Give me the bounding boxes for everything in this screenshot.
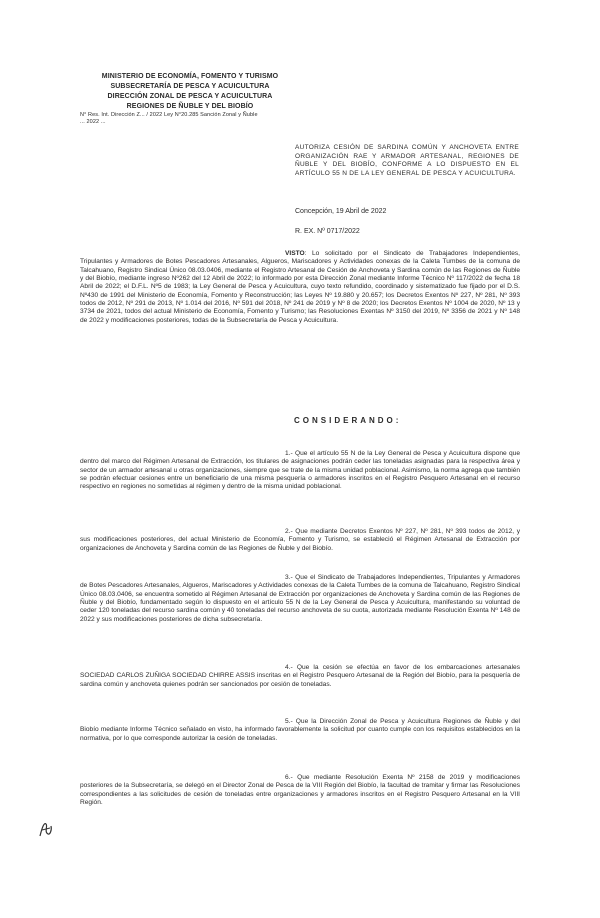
reference-line-2: ... 2022 ... (80, 119, 106, 125)
resolution-number: R. EX. Nº 0717/2022 (295, 228, 360, 235)
initials-stroke (40, 824, 51, 836)
considerando-1: 1.- Que el artículo 55 N de la Ley General de Pesca y Acuicultura dispone que dentro del marco del Régimen Artesanal de Extracción, los titulares de asignaciones podrán ceder las toneladas asignadas para la respectiva área y sector de un armador artesanal u otras organizaciones, siempre que se trate de la misma unidad poblacional. Asimismo, la norma agrega que también se podrán efectuar cesiones entre un beneficiario de una misma pesquería o armadores inscritos en el Registro Pesquero Artesanal en el recurso respectivo en regiones no sometidas al régimen y dentro de la misma unidad poblacional. (80, 450, 520, 491)
directorate-name: DIRECCIÓN ZONAL DE PESCA Y ACUICULTURA (107, 93, 273, 100)
resolution-date: Concepción, 19 Abril de 2022 (295, 208, 387, 215)
resolution-title: AUTORIZA CESIÓN DE SARDINA COMÚN Y ANCHOVETA ENTRE ORGANIZACIÓN RAE Y ARMADOR ARTESANAL, REGIONES DE ÑUBLE Y DEL BIOBÍO, CONFORME A LO DISPUESTO EN EL ARTÍCULO 55 N DE LA LEY GENERAL DE PESCA Y ACUICULTURA. (295, 144, 519, 177)
visto-text: : Lo solicitado por el Sindicato de Trabajadores Independientes, Tripulantes y Armadores de Botes Pescadores Artesanales, Algueros, Mariscadores y Actividades conexas de la Caleta Tumbes de la comuna de Talcahuano, Registro Sindical Único 08.03.0406, mediante el Registro Artesanal de Cesión de Anchoveta y Sardina común de las Regiones de Ñuble y del Biobío, mediante ingreso Nº262 del 12 Abril de 2022; lo informado por esta Dirección Zonal mediante Informe Técnico Nº 117/2022 de fecha 18 Abril de 2022; el D.F.L. Nº5 de 1983; la Ley General de Pesca y Acuicultura, cuyo texto refundido, coordinado y sistematizado fue fijado por el D.S. Nº430 de 1991 del Ministerio de Economía, Fomento y Reconstrucción; las Leyes Nº 19.880 y 20.657; los Decretos Exentos Nº 227, Nº 281, Nº 393 todos de 2012, Nº 291 de 2013, Nº 1.014 del 2016, Nº 591 del 2018, Nº 241 de 2019 y Nº 8 de 2020; los Decretos Exentos Nº 1004 de 2020, Nº 13 y 3734 de 2021, todos del actual Ministerio de Economía, Fomento y Turismo; las Resoluciones Exentas Nº 3150 del 2019, Nº 3356 de 2021 y Nº 148 de 2022 y modificaciones posteriores, todas de la Subsecretaría de Pesca y Acuicultura. (80, 250, 520, 324)
reference-line: N° Res. Int. Dirección Z... / 2022 Ley N°20.285 Sanción Zonal y Ñuble (80, 112, 258, 118)
visto-paragraph (80, 250, 520, 325)
letterhead (80, 72, 300, 126)
regions-name: REGIONES DE ÑUBLE Y DEL BIOBÍO (126, 103, 254, 110)
initials-mark (36, 818, 56, 840)
subsecretary-name: SUBSECRETARÍA DE PESCA Y ACUICULTURA (110, 83, 270, 90)
considerando-5: 5.- Que la Dirección Zonal de Pesca y Acuicultura Regiones de Ñuble y del Biobío mediante Informe Técnico señalado en visto, ha informado favorablemente la solicitud por cuanto cumple con los requisitos establecidos en la normativa, por lo que corresponde autorizar la cesión de toneladas. (80, 718, 520, 742)
considerando-6: 6.- Que mediante Resolución Exenta Nº 2158 de 2019 y modificaciones posteriores de la Subsecretaría, se delegó en el Director Zonal de Pesca de la VIII Región del Biobío, la facultad de tramitar y firmar las Resoluciones correspondientes a las solicitudes de cesión de toneladas entre organizaciones y armadores inscritos en el Registro Pesquero Artesanal en la VIII Región. (80, 774, 520, 807)
ministry-name: MINISTERIO DE ECONOMÍA, FOMENTO Y TURISMO (101, 73, 279, 80)
considerando-heading: CONSIDERANDO: (294, 416, 402, 425)
visto-label: VISTO (285, 250, 305, 257)
considerando-2: 2.- Que mediante Decretos Exentos Nº 227, Nº 281, Nº 393 todos de 2012, y sus modificaciones posteriores, del actual Ministerio de Economía, Fomento y Turismo, se estableció el Régimen Artesanal de Extracción por organizaciones de Anchoveta y Sardina común de las Regiones de Ñuble y del Biobío. (80, 528, 520, 552)
considerando-4: 4.- Que la cesión se efectúa en favor de los embarcaciones artesanales SOCIEDAD CARLOS ZUÑIGA SOCIEDAD CHIRRE ASSIS inscritas en el Registro Pesquero Artesanal de la Región del Biobío, para la pesquería de sardina común y anchoveta quienes podrán ser sancionados por cesión de toneladas. (80, 664, 520, 688)
considerando-3: 3.- Que el Sindicato de Trabajadores Independientes, Tripulantes y Armadores de Botes Pescadores Artesanales, Algueros, Mariscadores y Actividades conexas de la Caleta Tumbes de la comuna de Talcahuano, Registro Sindical Único 08.03.0406, se encuentra sometido al Régimen Artesanal de Extracción por organizaciones de Anchoveta y Sardina común de las Regiones de Ñuble y del Biobío, fundamentado según lo dispuesto en el artículo 55 N de la Ley General de Pesca y Acuicultura, manifestando su voluntad de ceder 120 toneladas del recurso sardina común y 40 toneladas del recurso anchoveta de su cuota, autorizada mediante Resolución Exenta Nº 148 de 2022 y sus modificaciones posteriores de dicha subsecretaría. (80, 574, 520, 623)
